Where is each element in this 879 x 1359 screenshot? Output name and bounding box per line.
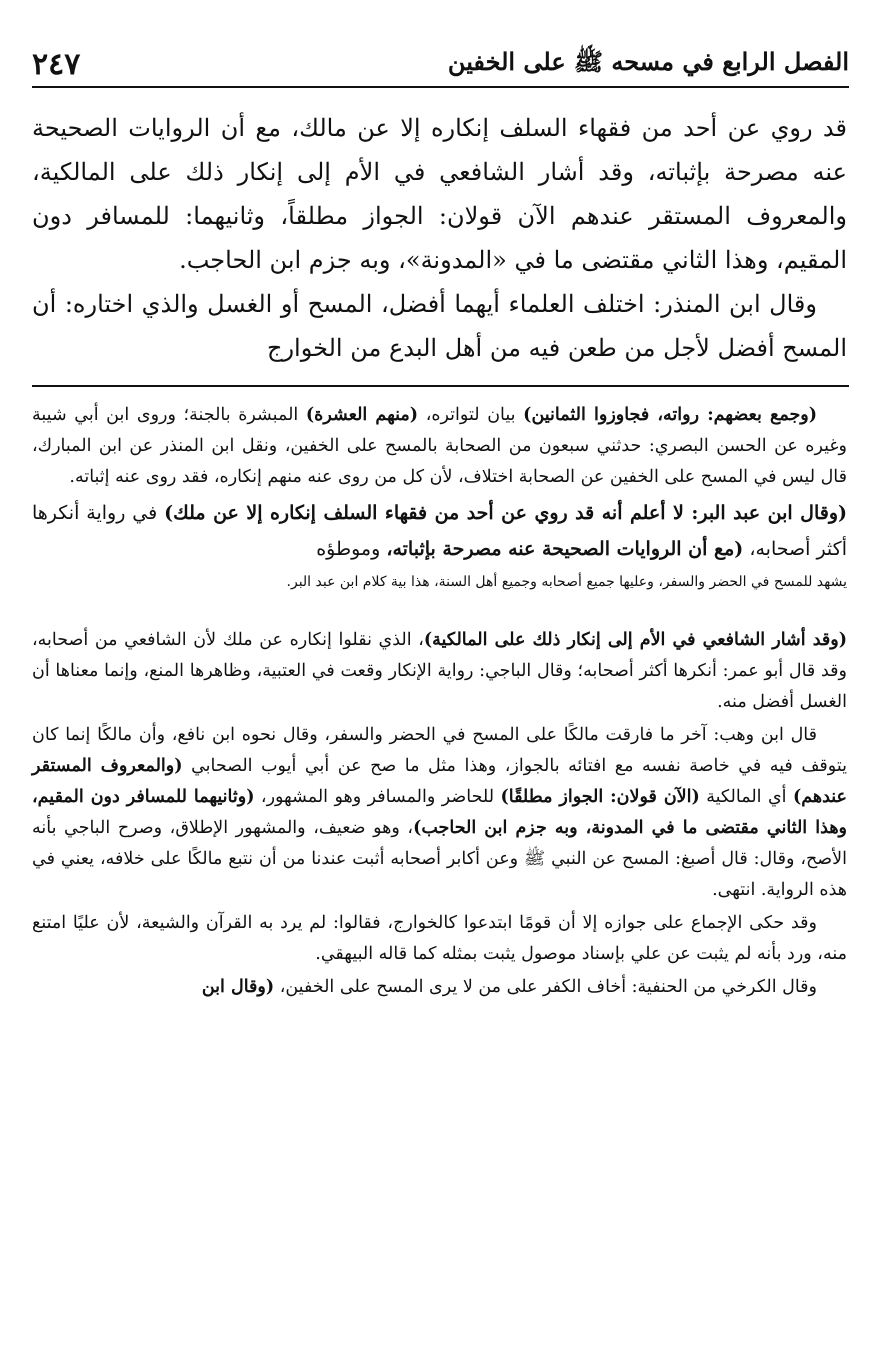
commentary-paragraph-5 [32,720,847,906]
quoted-matn: (وقد أشار الشافعي في الأم إلى إنكار ذلك على المالكية) [423,630,847,650]
commentary-text: وقال الكرخي من الحنفية: أخاف الكفر على من لا يرى المسح على الخفين، [274,977,817,997]
footnote-divider [32,385,849,387]
quoted-matn: (وثانيهما للمسافر دون المقيم، وهذا الثاني مقتضى ما في المدونة، وبه جزم ابن الحاجب) [32,787,847,838]
commentary-text: أي المالكية [699,787,793,807]
commentary-paragraph-1 [32,400,847,493]
main-text [32,106,847,370]
quoted-matn: (الآن قولان: الجواز مطلقًا) [500,787,700,807]
commentary [32,400,847,1005]
quoted-matn: (مع أن الروايات الصحيحة عنه مصرحة بإثباته، [386,538,744,560]
main-paragraph-2: وقال ابن المنذر: اختلف العلماء أيهما أفضل، المسح أو الغسل والذي اختاره: أن المسح أفضل لأجل من طعن فيه من أهل البدع من الخوارج [32,290,847,362]
commentary-text: للحاضر والمسافر وهو المشهور، [254,787,501,807]
quoted-matn: (والمعروف المستقر عندهم) [32,756,848,807]
commentary-text: ، الذي نقلوا إنكاره عن ملك لأن الشافعي من أصحابه، وقد قال أبو عمر: أنكرها أكثر أصحابه؛ وقال الباجي: رواية الإنكار وقعت في العتبية، وظاهرها المنع، وإنما معناها أن الغسل أفضل منه. [32,630,847,712]
commentary-text: ، وهو ضعيف، والمشهور الإطلاق، وصرح الباجي بأنه الأصح، وقال: قال أصبغ: المسح عن النبي ﷺ وعن أكابر أصحابه أثبت عندنا من أن نتبع مالكًا على خلافه، يعني في هذه الرواية. انتهى. [32,818,847,900]
commentary-paragraph-7 [32,972,847,1003]
commentary-text: قال ابن وهب: آخر ما فارقت مالكًا على المسح في الحضر والسفر، وقال نحوه ابن نافع، وأن مالكًا إنما كان يتوقف فيه في خاصة نفسه مع افتائه بالجواز، وهذا مثل ما صح عن أبي أيوب الصحابي [32,725,847,776]
running-title: الفصل الرابع في مسحه ﷺ على الخفين [447,46,849,76]
page-number: ٢٤٧ [32,46,81,82]
page-header [32,42,849,88]
quoted-matn: (وقال ابن [201,977,275,997]
commentary-paragraph-2 [32,495,847,567]
commentary-paragraph-3: يشهد للمسح في الحضر والسفر، وعليها جميع أصحابه وجميع أهل السنة، هذا بية كلام ابن عبد البر. [286,574,847,590]
commentary-text: بيان لتواتره، [418,405,524,425]
quoted-matn: (وجمع بعضهم: رواته، فجاوزوا الثمانين) [523,405,818,425]
main-paragraph-1: قد روي عن أحد من فقهاء السلف إنكاره إلا عن مالك، مع أن الروايات الصحيحة عنه مصرحة بإثباته، وقد أشار الشافعي في الأم إلى إنكار ذلك على المالكية، والمعروف المستقر عندهم الآن قولان: الجواز مطلقاً، وثانيهما: للمسافر دون المقيم، وهذا الثاني مقتضى ما في «المدونة»، وبه جزم ابن الحاجب. [32,114,847,274]
quoted-matn: (منهم العشرة) [305,405,419,425]
commentary-paragraph-4 [32,625,847,718]
quoted-matn: (وقال ابن عبد البر: لا أعلم أنه قد روي عن أحد من فقهاء السلف إنكاره إلا عن ملك) [164,502,847,524]
commentary-paragraph-6: وقد حكى الإجماع على جوازه إلا أن قومًا ابتدعوا كالخوارج، فقالوا: لم يرد به القرآن والشيعة، لأن عليًا امتنع منه، ورد بأنه لم يثبت عن علي بإسناد موصول يثبت بمثله كما قاله البيهقي. [32,913,847,964]
commentary-text: في رواية أنكرها أكثر أصحابه، [32,502,847,560]
commentary-text: المبشرة بالجنة؛ وروى ابن أبي شيبة وغيره عن الحسن البصري: حدثني سبعون من الصحابة بالمسح على الخفين، ونقل ابن المنذر عن ابن المبارك، قال ليس في المسح على الخفين عن الصحابة اختلاف، لأن كل من روى عنه منهم إنكاره، فقد روى عنه إثباته. [32,405,847,487]
commentary-text: وموطؤه [316,538,387,560]
